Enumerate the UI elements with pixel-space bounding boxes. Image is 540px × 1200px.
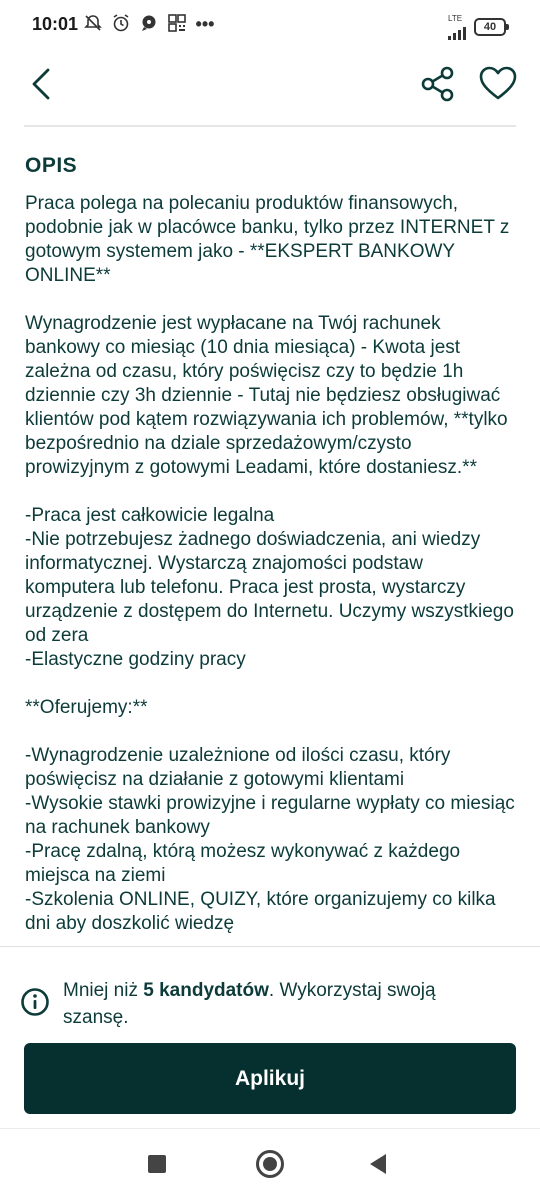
chevron-left-icon [22,64,62,104]
favorite-button[interactable] [478,64,518,104]
section-title: OPIS [25,154,78,177]
info-icon [20,987,50,1017]
system-navigation-bar [0,1128,540,1200]
apply-button[interactable]: Aplikuj [24,1043,516,1114]
home-icon[interactable] [256,1150,284,1178]
status-system-icons [448,14,506,40]
status-notification-icons [82,13,216,35]
heart-icon [478,64,518,104]
recent-apps-icon[interactable] [148,1155,166,1173]
qr-code-icon [166,13,188,35]
notice-highlight: 5 kandydatów [143,980,269,1001]
notice-prefix: Mniej niż [63,980,144,1001]
battery-level: 40 [483,21,497,33]
job-description-text: Praca polega na polecaniu produktów finansowych, podobnie jak w placówce banku, tylko przez INTERNET z gotowym systemem jako - **EKSPERT BANKOWY ONLINE** Wynagrodzenie jest wypłacane na Twój rachunek bankowy co miesiąc (10 dnia miesiąca) - Kwota jest zależna od czasu, który poświęcisz czy to będzie 1h dziennie czy 3h dziennie - Tutaj nie będziesz obsługiwać klientów pod kątem rozwiązywania ich problemów, **tylko bezpośrednio na dziale sprzedażowym/czysto prowizyjnym z gotowymi Leadami, które dostaniesz.** -Praca jest całkowicie legalna -Nie potrzebujesz żadnego doświadczenia, ani wiedzy informatycznej. Wystarczą znajomości podstaw komputera lub telefonu. Praca jest prosta, wystarczy urządzenie z dostępem do Internetu. Uczymy wszystkiego od zera -Elastyczne godziny pracy **Oferujemy:** -Wynagrodzenie uzależnione od ilości czasu, który poświęcisz na działanie z gotowymi klientami -Wysokie stawki prowizyjne i regularne wypłaty co miesiąc na rachunek bankowy -Pracę zdalną, którą możesz wykonywać z każdego miejsca na ziemi -Szkolenia ONLINE, QUIZY, które organizujemy co kilka dni aby doszkolić wiedzę [25,193,515,934]
status-time: 10:01 [32,14,79,34]
network-type-label: LTE [448,14,463,23]
chat-bubble-icon [138,13,160,35]
alarm-clock-icon [110,13,132,35]
app-bar [0,50,540,120]
status-bar [0,0,540,50]
signal-icon [448,14,466,40]
back-button[interactable] [22,64,62,104]
back-triangle-icon[interactable] [370,1154,386,1174]
more-dots-icon: ••• [195,14,215,34]
battery-icon [474,18,506,36]
bottom-action-panel [0,946,540,1128]
notice-suffix: . Wykorzystaj swoją szansę. [63,980,436,1028]
share-icon [418,64,458,104]
share-button[interactable] [418,64,458,104]
job-description-scroll[interactable] [0,128,540,946]
header-divider [24,125,516,127]
notifications-off-icon [82,13,104,35]
candidates-notice [63,977,503,1031]
